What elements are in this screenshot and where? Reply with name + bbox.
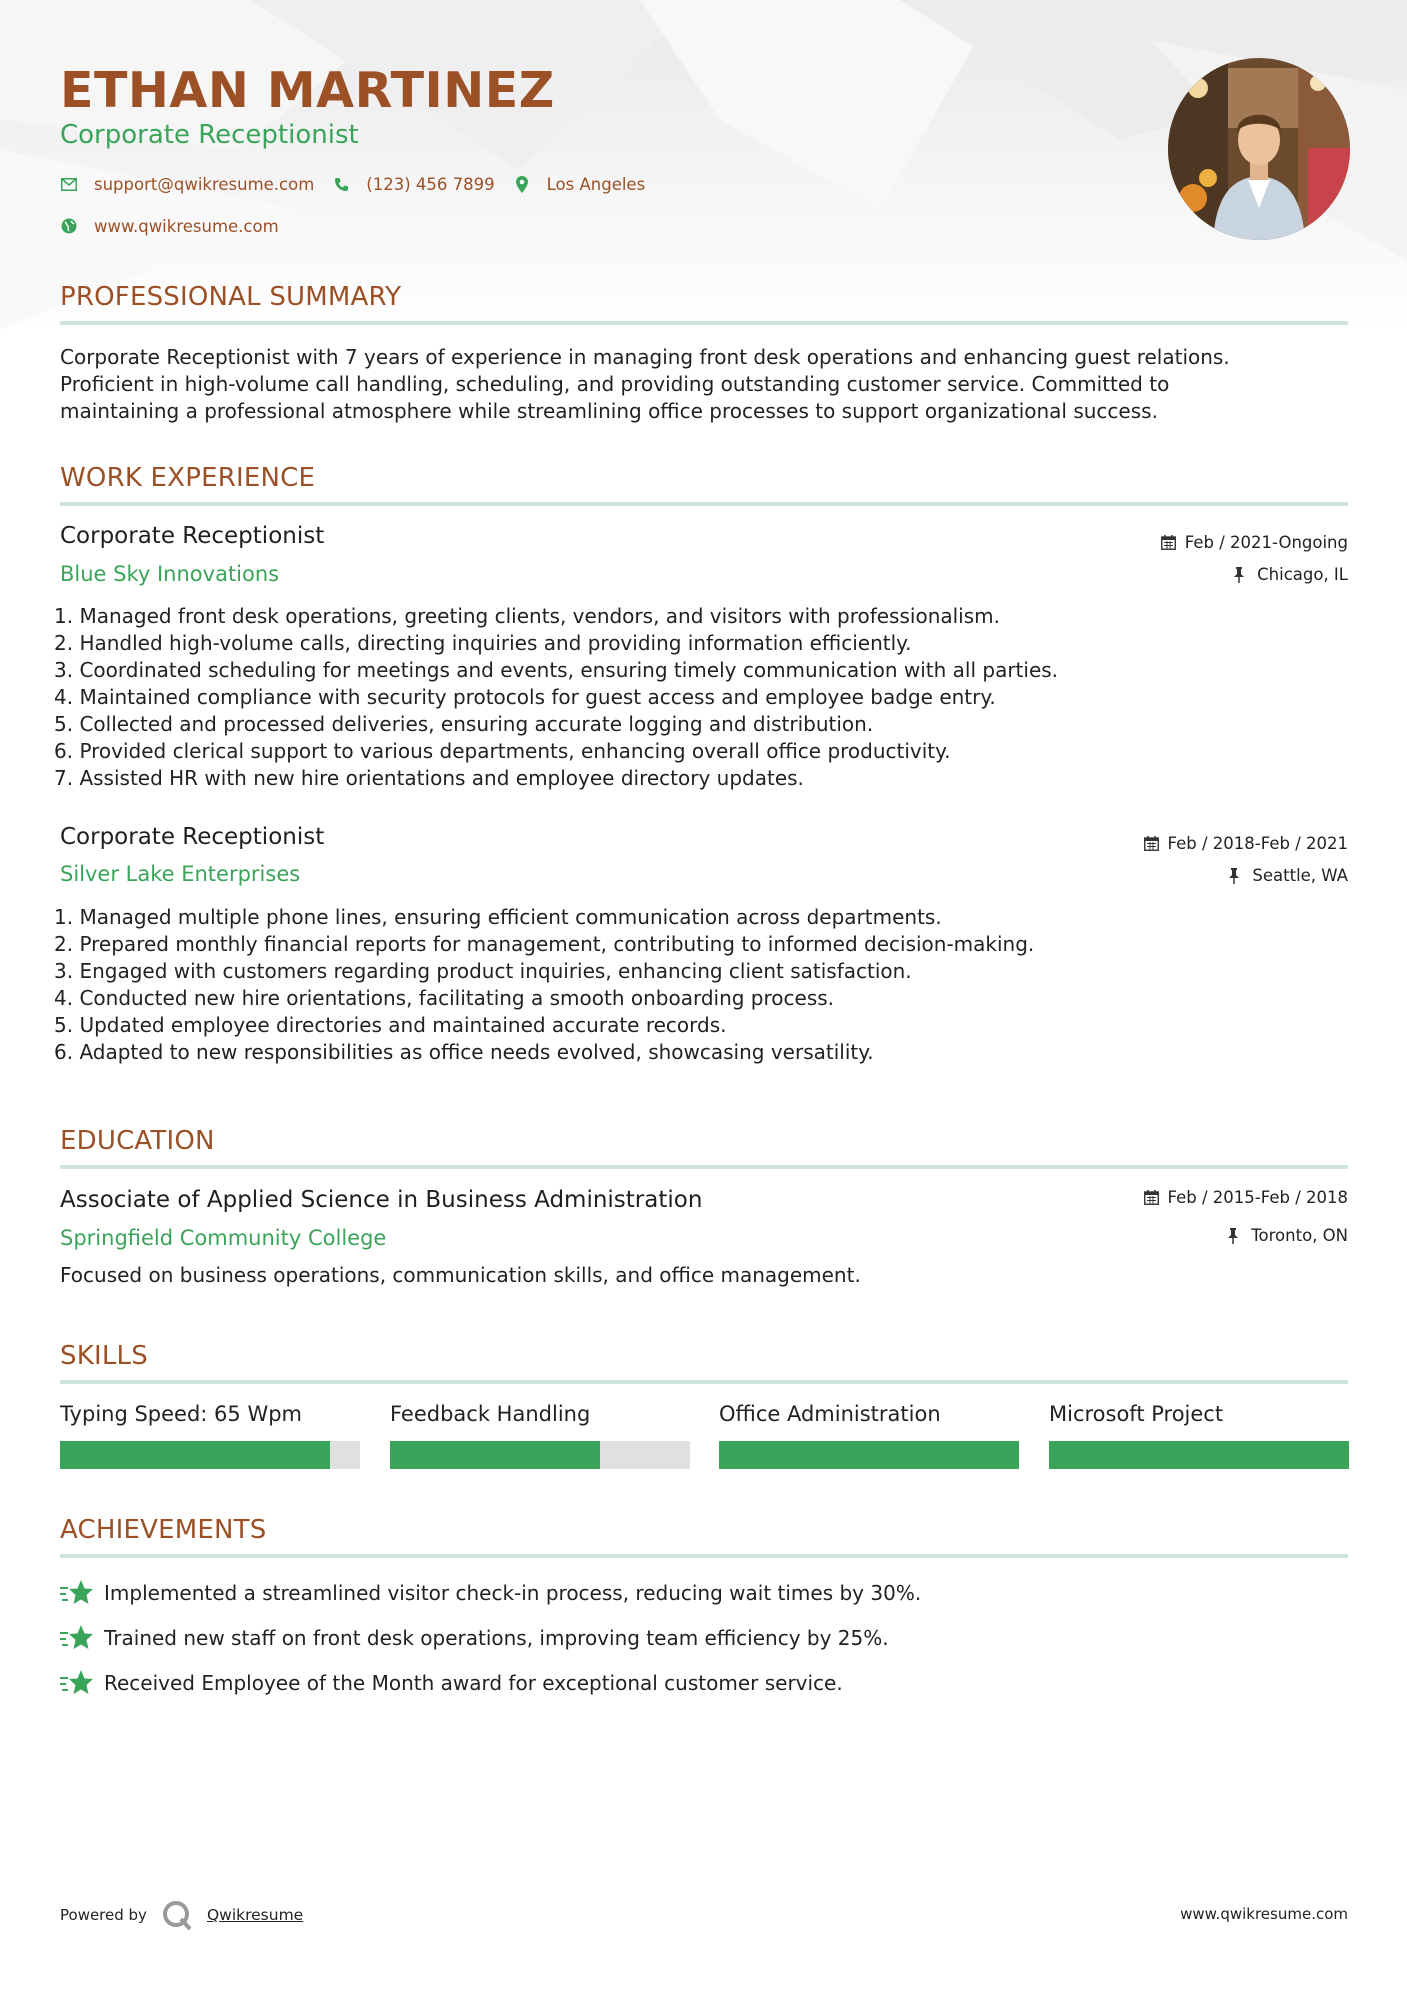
qwikresume-logo-icon — [161, 1899, 193, 1931]
education-location — [1227, 1226, 1348, 1245]
section-divider — [60, 502, 1348, 506]
star-icon — [60, 1578, 94, 1608]
phone-icon — [332, 175, 350, 193]
website-row — [60, 215, 297, 237]
powered-by-label: Powered by — [60, 1906, 147, 1924]
skill-bar-fill — [1049, 1441, 1349, 1469]
list-item: 6. Provided clerical support to various departments, enhancing overall office productivity. — [54, 739, 951, 763]
achievement-text: Implemented a streamlined visitor check-in process, reducing wait times by 30%. — [104, 1581, 922, 1605]
skill-bar-fill — [390, 1441, 600, 1469]
achievement-text: Received Employee of the Month award for exceptional customer service. — [104, 1671, 843, 1695]
education-dates — [1144, 1188, 1348, 1207]
candidate-role: Corporate Receptionist — [60, 120, 359, 150]
experience-heading: WORK EXPERIENCE — [60, 463, 316, 493]
calendar-icon — [1161, 535, 1177, 551]
pushpin-icon — [1227, 1228, 1243, 1244]
summary-text — [60, 344, 1350, 425]
pushpin-icon — [1233, 567, 1249, 583]
location: Los Angeles — [546, 174, 646, 194]
section-divider — [60, 1380, 1348, 1384]
skill-bar-fill — [719, 1441, 1019, 1469]
job-location — [1233, 565, 1348, 584]
list-item: 2. Prepared monthly financial reports for management, contributing to informed decision-making. — [54, 932, 1035, 956]
calendar-icon — [1144, 1190, 1160, 1206]
section-divider — [60, 321, 1348, 325]
location-text: Seattle, WA — [1252, 866, 1348, 885]
skill-bar-fill — [60, 1441, 330, 1469]
section-divider — [60, 1554, 1348, 1558]
job-title: Corporate Receptionist — [60, 523, 325, 549]
section-divider — [60, 1165, 1348, 1169]
footer-website-link[interactable]: www.qwikresume.com — [1180, 1905, 1348, 1923]
list-item: 5. Updated employee directories and maintained accurate records. — [54, 1013, 727, 1037]
job-dates — [1161, 533, 1348, 552]
job-bullets — [54, 603, 1354, 792]
pushpin-icon — [1228, 868, 1244, 884]
list-item: 5. Collected and processed deliveries, ensuring accurate logging and distribution. — [54, 712, 874, 736]
star-icon — [60, 1668, 94, 1698]
list-item: 7. Assisted HR with new hire orientations and employee directory updates. — [54, 766, 804, 790]
education-heading: EDUCATION — [60, 1126, 215, 1156]
skill-label: Typing Speed: 65 Wpm — [60, 1402, 302, 1426]
education-description: Focused on business operations, communication skills, and office management. — [60, 1263, 861, 1287]
skill-bar — [1049, 1441, 1349, 1469]
skills-heading: SKILLS — [60, 1341, 148, 1371]
skill-bar — [60, 1441, 360, 1469]
list-item: 6. Adapted to new responsibilities as office needs evolved, showcasing versatility. — [54, 1040, 874, 1064]
dates-text: Feb / 2015-Feb / 2018 — [1167, 1188, 1348, 1207]
skill-label: Feedback Handling — [390, 1402, 591, 1426]
list-item: 4. Conducted new hire orientations, facilitating a smooth onboarding process. — [54, 986, 835, 1010]
achievement-item — [60, 1578, 921, 1608]
skill-label: Office Administration — [719, 1402, 941, 1426]
degree-title: Associate of Applied Science in Business Administration — [60, 1187, 703, 1213]
location-text: Toronto, ON — [1251, 1226, 1348, 1245]
profile-photo — [1168, 58, 1350, 240]
job-title: Corporate Receptionist — [60, 824, 325, 850]
job-dates — [1144, 834, 1348, 853]
envelope-icon — [60, 175, 78, 193]
list-item: 3. Coordinated scheduling for meetings and events, ensuring timely communication with all parties. — [54, 658, 1059, 682]
candidate-name: ETHAN MARTINEZ — [60, 62, 555, 119]
list-item: 1. Managed multiple phone lines, ensuring efficient communication across departments. — [54, 905, 942, 929]
list-item: 1. Managed front desk operations, greeting clients, vendors, and visitors with professionalism. — [54, 604, 1000, 628]
school-name: Springfield Community College — [60, 1226, 387, 1250]
website-link[interactable]: www.qwikresume.com — [94, 216, 279, 236]
achievement-text: Trained new staff on front desk operations, improving team efficiency by 25%. — [104, 1626, 889, 1650]
skill-label: Microsoft Project — [1049, 1402, 1224, 1426]
email-link[interactable]: support@qwikresume.com — [94, 174, 315, 194]
job-location — [1228, 866, 1348, 885]
star-icon — [60, 1623, 94, 1653]
company-name: Silver Lake Enterprises — [60, 862, 301, 886]
dates-text: Feb / 2018-Feb / 2021 — [1167, 834, 1348, 853]
achievements-heading: ACHIEVEMENTS — [60, 1515, 267, 1545]
brand-link[interactable]: Qwikresume — [206, 1906, 304, 1924]
company-name: Blue Sky Innovations — [60, 562, 280, 586]
achievement-item — [60, 1668, 843, 1698]
summary-line: maintaining a professional atmosphere while streamlining office processes to support organizational success. — [60, 399, 1158, 423]
phone-number[interactable]: (123) 456 7899 — [366, 174, 495, 194]
globe-icon — [60, 217, 78, 235]
achievement-item — [60, 1623, 889, 1653]
summary-heading: PROFESSIONAL SUMMARY — [60, 282, 402, 312]
location-text: Chicago, IL — [1257, 565, 1348, 584]
list-item: 2. Handled high-volume calls, directing inquiries and providing information efficiently. — [54, 631, 912, 655]
contact-row — [60, 173, 663, 195]
resume-page — [54, 0, 1348, 1990]
list-item: 4. Maintained compliance with security protocols for guest access and employee badge entry. — [54, 685, 996, 709]
summary-line: Proficient in high-volume call handling, scheduling, and providing outstanding customer service. Committed to — [60, 372, 1170, 396]
list-item: 3. Engaged with customers regarding product inquiries, enhancing client satisfaction. — [54, 959, 912, 983]
footer-branding — [60, 1898, 303, 1932]
skill-bar — [390, 1441, 690, 1469]
job-bullets — [54, 904, 1354, 1066]
dates-text: Feb / 2021-Ongoing — [1184, 533, 1348, 552]
map-pin-icon — [513, 175, 531, 193]
summary-line: Corporate Receptionist with 7 years of experience in managing front desk operations and enhancing guest relations. — [60, 345, 1230, 369]
calendar-icon — [1144, 836, 1160, 852]
skill-bar — [719, 1441, 1019, 1469]
